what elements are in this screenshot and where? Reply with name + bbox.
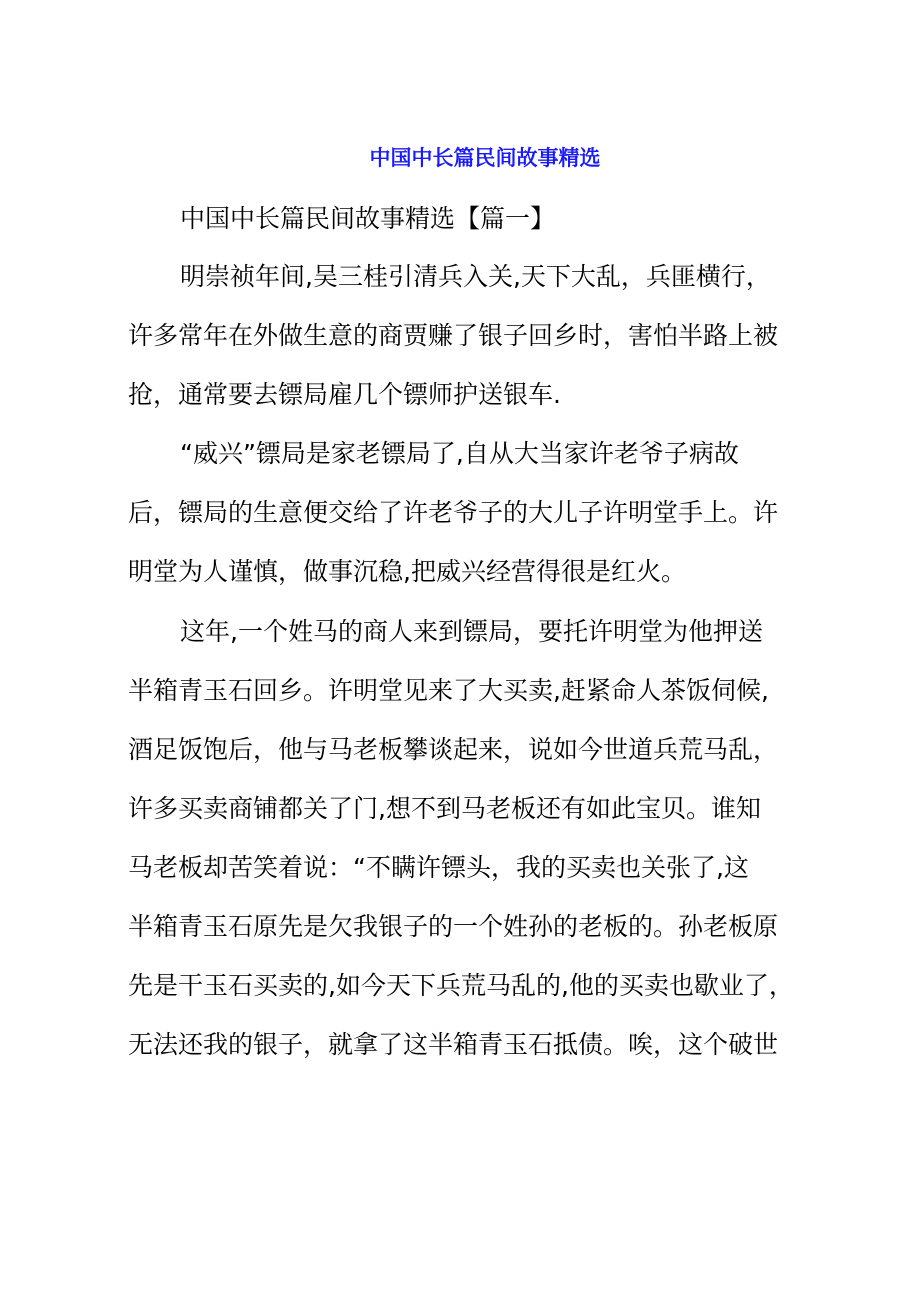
paragraph-line: 许多常年在外做生意的商贾赚了银子回乡时，害怕半路上被 [128,321,779,350]
section-heading: 中国中长篇民间故事精选【篇一】 [180,204,556,233]
paragraph-line: 后，镖局的生意便交给了许老爷子的大儿子许明堂手上。许 [128,498,779,527]
paragraph-line: 先是干玉石买卖的,如今天下兵荒马乱的,他的买卖也歇业了， [128,971,794,1000]
paragraph-line: 半箱青玉石回乡。许明堂见来了大买卖,赶紧命人茶饭伺候, [128,676,769,705]
paragraph-line: 无法还我的银子，就拿了这半箱青玉石抵债。唉，这个破世 [128,1030,779,1059]
paragraph-line: 马老板却苦笑着说：“不瞒许镖头，我的买卖也关张了,这 [128,853,749,882]
paragraph-line: “威兴”镖局是家老镖局了,自从大当家许老爷子病故 [180,439,739,468]
paragraph-line: 这年,一个姓马的商人来到镖局，要托许明堂为他押送 [180,617,763,646]
paragraph-line: 酒足饭饱后，他与马老板攀谈起来，说如今世道兵荒马乱， [128,735,779,764]
document-title: 中国中长篇民间故事精选 [369,146,601,170]
paragraph-line: 半箱青玉石原先是欠我银子的一个姓孙的老板的。孙老板原 [128,912,779,941]
paragraph-line: 明崇祯年间,吴三桂引清兵入关,天下大乱，兵匪横行， [180,262,771,291]
paragraph-line: 明堂为人谨慎，做事沉稳,把威兴经营得很是红火。 [128,557,686,586]
paragraph-line: 抢，通常要去镖局雇几个镖师护送银车. [128,380,561,409]
paragraph-line: 许多买卖商铺都关了门,想不到马老板还有如此宝贝。谁知 [128,794,761,823]
